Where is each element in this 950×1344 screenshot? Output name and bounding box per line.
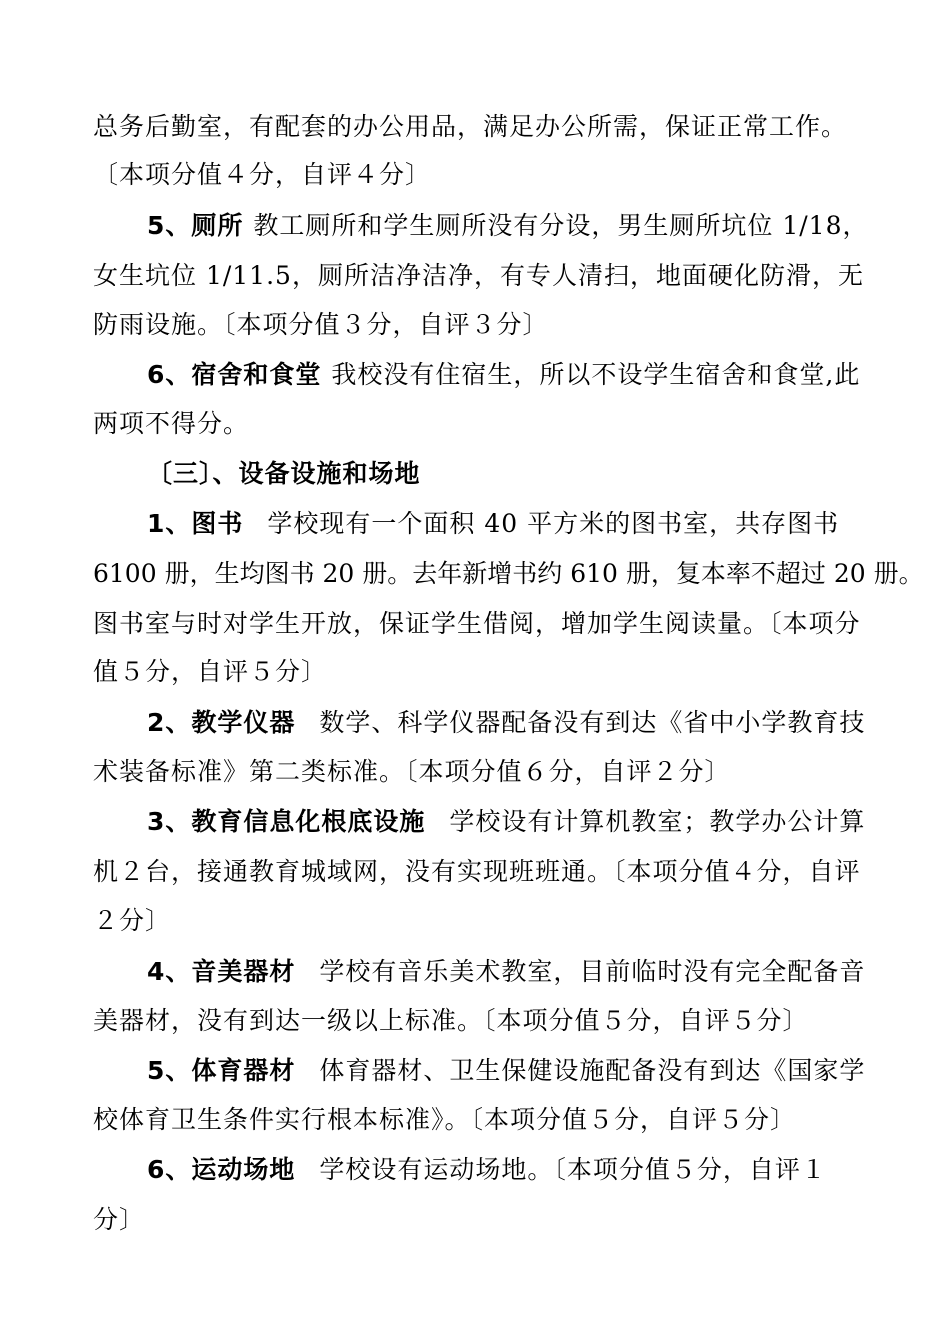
paragraph-line	[93, 559, 924, 589]
line-text: 美器材，没有到达一级以上标准。〔本项分值５分，自评５分〕	[93, 1006, 809, 1035]
paragraph-line	[93, 160, 431, 190]
paragraph-line	[93, 1006, 809, 1036]
line-text: 学校设有运动场地。〔本项分值５分，自评１	[319, 1155, 827, 1184]
line-text: 术装备标准》第二类标准。〔本项分值６分，自评２分〕	[93, 757, 731, 786]
line-text: 数学、科学仪器配备没有到达《省中小学教育技	[319, 708, 866, 737]
line-text: 机２台，接通教育城域网，没有实现班班通。〔本项分值４分，自评	[93, 857, 861, 886]
paragraph-line-toilet	[147, 211, 869, 241]
line-text: 体育器材、卫生保健设施配备没有到达《国家学	[319, 1056, 866, 1085]
line-text: 校体育卫生条件实行根本标准》。〔本项分值５分，自评５分〕	[93, 1105, 797, 1134]
item-heading: 6、运动场地	[147, 1155, 296, 1184]
line-text: 学校现有一个面积 40 平方米的图书室，共存图书	[267, 509, 840, 538]
item-heading: 3、教育信息化根底设施	[147, 807, 426, 836]
paragraph-line	[93, 609, 861, 639]
paragraph-line	[93, 906, 171, 936]
paragraph-line-field	[147, 1155, 827, 1185]
line-text: 〔本项分值４分，自评４分〕	[93, 160, 432, 189]
line-text: 女生坑位 1/11.5，厕所洁净洁净，有专人清扫，地面硬化防滑，无	[93, 261, 864, 290]
line-text: 分〕	[93, 1205, 146, 1234]
item-heading: 4、音美器材	[147, 957, 296, 986]
paragraph-line	[93, 857, 861, 887]
item-heading: 5、厕所	[147, 211, 244, 240]
paragraph-line-instruments	[147, 708, 865, 738]
section-heading	[147, 459, 421, 489]
line-text: ２分〕	[93, 906, 172, 935]
line-text: 防雨设施。〔本项分值３分，自评３分〕	[93, 310, 549, 339]
section-title: 〔三〕、设备设施和场地	[147, 459, 421, 488]
paragraph-line	[93, 757, 731, 787]
paragraph-line	[93, 261, 864, 291]
line-text: 教工厕所和学生厕所没有分设，男生厕所坑位 1/18，	[253, 211, 869, 240]
line-text: 图书室与时对学生开放，保证学生借阅，增加学生阅读量。〔本项分	[93, 609, 861, 638]
item-heading: 1、图书	[147, 509, 244, 538]
line-text: 我校没有住宿生，所以不设学生宿舍和食堂,此	[331, 360, 861, 389]
paragraph-line-it	[147, 807, 865, 837]
paragraph-line-dorm	[147, 360, 860, 390]
line-text: 两项不得分。	[93, 409, 250, 438]
item-heading: 2、教学仪器	[147, 708, 296, 737]
item-heading: 5、体育器材	[147, 1056, 296, 1085]
item-heading: 6、宿舍和食堂	[147, 360, 322, 389]
paragraph-line-music-art	[147, 957, 865, 987]
line-text: 值５分，自评５分〕	[93, 657, 328, 686]
paragraph-line	[93, 1105, 796, 1135]
paragraph-line-sports	[147, 1056, 865, 1086]
line-text: 学校有音乐美术教室，目前临时没有完全配备音	[319, 957, 866, 986]
paragraph-line	[93, 657, 327, 687]
paragraph-line	[93, 112, 847, 142]
line-text: 学校设有计算机教室；教学办公计算	[449, 807, 866, 836]
paragraph-line	[93, 409, 249, 439]
paragraph-line	[93, 310, 549, 340]
line-text: 6100 册，生均图书 20 册。去年新增书约 610 册，复本率不超过 20 册。	[93, 559, 924, 588]
line-text: 总务后勤室，有配套的办公用品，满足办公所需，保证正常工作。	[93, 112, 848, 141]
paragraph-line	[93, 1205, 145, 1235]
paragraph-line-books	[147, 509, 839, 539]
